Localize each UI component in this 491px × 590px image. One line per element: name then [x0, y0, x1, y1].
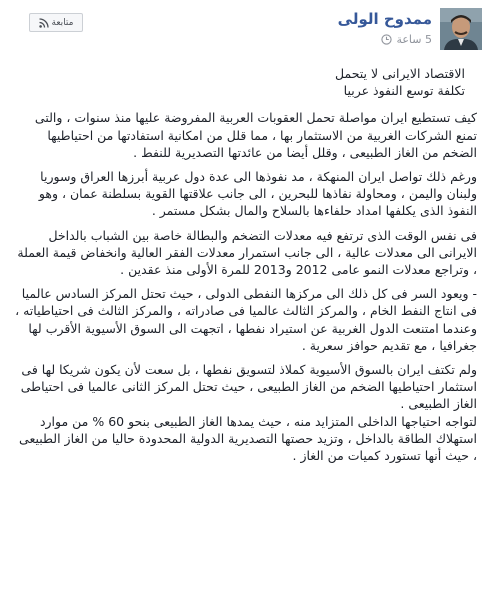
post-paragraph: فى نفس الوقت الذى ترتفع فيه معدلات التضخم والبطالة خاصة بين الشباب بالداخل الايرانى الى معدلات عالية ، الى جانب استمرار معدلات الفقر العالية وانخفاض قيمة العملة ، وتراجع معدلات النمو عامى 2012 و2013 للمرة الأولى منذ عقدين . — [17, 227, 477, 278]
time-text[interactable]: 5 ساعة — [396, 33, 432, 46]
post-title-line: الاقتصاد الايرانى لا يتحمل — [335, 66, 465, 81]
post-paragraph: - ويعود السر فى كل ذلك الى مركزها النفطى الدولى ، حيث تحتل المركز السادس عالميا فى انتاج النفط الخام ، والمركز الثالث عالميا فى صادراته ، والمركز الثالث فى احتياطياته ، وعندما امتنعت الدول الغربية عن استيراد نفطها ، اتجهت الى السوق الأسيوية الأقرب لها جغرافيا ، مع تقديم حوافز سعرية . — [15, 286, 477, 353]
post-paragraph: ولم تكتف ايران بالسوق الأسيوية كملاذ لتسويق نفطها ، بل سعت لأن يكون شريكا لها فى استثمار احتياطيها الضخم من الغاز الطبيعى ، حيث تحتل المركز الثانى عالميا فى احتياطى الغاز الطبيعى . — [20, 362, 477, 412]
author-name[interactable]: ممدوح الولى — [337, 10, 432, 28]
profile-photo-icon — [440, 8, 482, 50]
post-paragraph: لتواجه احتياجها الداخلى المتزايد منه ، حيث يمدها الغاز الطبيعى بنحو 60 % من موارد استهلاك الطاقة بالداخل ، وتزيد حصتها التصديرية الدولية المحدودة حاليا من الغاز الطبيعى ، حيث أنها تستورد كميات من الغاز . — [19, 413, 477, 464]
post-title-line: تكلفة توسع النفوذ عربيا — [343, 83, 465, 99]
post-paragraph: ورغم ذلك تواصل ايران المنهكة ، مد نفوذها الى عدة دول عربية أبرزها العراق وسوريا ولبنان واليمن ، ومحاولة نفاذها للبحرين ، الى جانب علاقتها القوية بسلطنة عمان ، وهو النفوذ الذى يكلفها امداد حلفاءها بالسلاح والمال بشكل مستمر . — [38, 169, 477, 219]
clock-icon — [381, 34, 392, 45]
post-meta — [381, 33, 432, 46]
post-title — [13, 65, 465, 99]
post-header — [0, 0, 491, 62]
post-paragraph: كيف تستطيع ايران مواصلة تحمل العقوبات العربية المفروضة عليها منذ سنوات ، والتى تمنع الشركات الغربية من الاستثمار بها ، مما قلل من امكانية استفادتها من احتياطيها الضخم من الغاز الطبيعى ، وقلل أيضا من عائدتها التصديرية للنفط . — [34, 110, 477, 160]
rss-icon — [39, 18, 49, 28]
avatar[interactable] — [440, 8, 482, 50]
follow-button[interactable] — [29, 13, 83, 32]
follow-label: متابعة — [51, 17, 74, 28]
post-body — [13, 65, 477, 471]
